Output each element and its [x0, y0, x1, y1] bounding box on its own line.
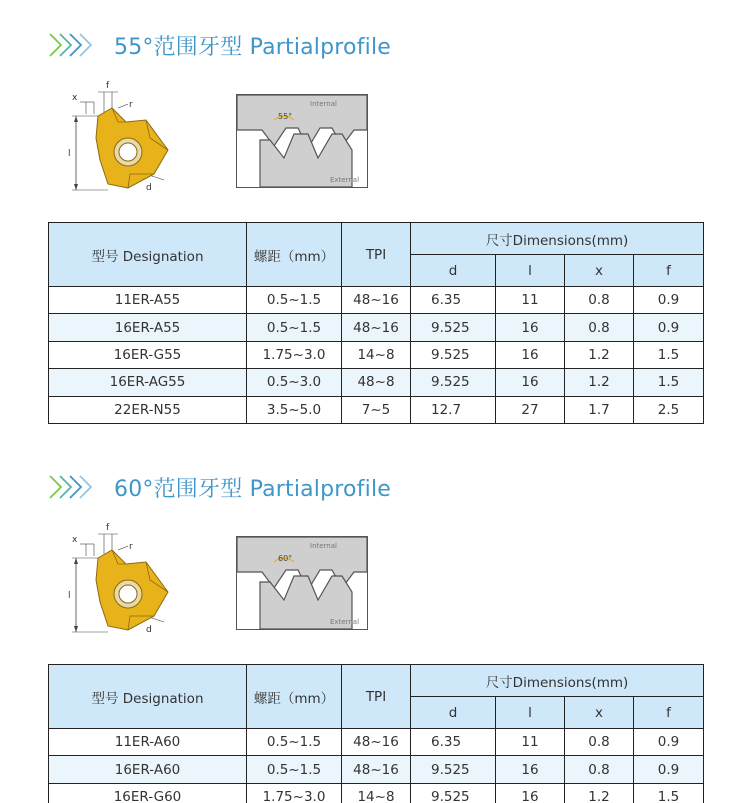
- cell-designation: 11ER-A60: [49, 729, 247, 756]
- svg-text:f: f: [106, 523, 110, 533]
- cell-tpi: 48~16: [342, 756, 411, 783]
- insert-diagram-icon: [68, 520, 176, 640]
- svg-text:l: l: [68, 591, 71, 601]
- header-dimensions: 尺寸Dimensions(mm): [411, 223, 704, 255]
- cell-designation: 16ER-G60: [49, 783, 247, 803]
- cell-x: 1.2: [565, 369, 634, 396]
- table-row: [49, 729, 704, 756]
- cell-x: 0.8: [565, 287, 634, 314]
- header-dimensions: 尺寸Dimensions(mm): [411, 665, 704, 697]
- svg-text:d: d: [146, 183, 152, 193]
- cell-tpi: 14~8: [342, 783, 411, 803]
- header-designation: 型号 Designation: [49, 223, 247, 287]
- svg-text:r: r: [129, 542, 133, 552]
- cell-tpi: 48~16: [342, 287, 411, 314]
- header-pitch: 螺距（mm）: [247, 665, 342, 729]
- svg-text:f: f: [106, 81, 110, 91]
- cell-d: 9.525: [411, 756, 496, 783]
- cell-pitch: 0.5~1.5: [247, 729, 342, 756]
- cell-designation: 22ER-N55: [49, 396, 247, 423]
- cell-f: 0.9: [634, 756, 704, 783]
- header-f: f: [634, 255, 704, 287]
- triple-chevron-icon: [48, 472, 96, 502]
- spec-table: [48, 664, 704, 803]
- header-x: x: [565, 255, 634, 287]
- cell-designation: 16ER-AG55: [49, 369, 247, 396]
- header-d: d: [411, 255, 496, 287]
- spec-table-body: [49, 287, 704, 424]
- header-tpi: TPI: [342, 665, 411, 729]
- table-row: [49, 783, 704, 803]
- section-header: [48, 470, 391, 504]
- svg-text:55°: 55°: [278, 112, 293, 121]
- table-row: [49, 287, 704, 314]
- svg-text:d: d: [146, 625, 152, 635]
- cell-tpi: 7~5: [342, 396, 411, 423]
- header-designation: 型号 Designation: [49, 665, 247, 729]
- cell-tpi: 14~8: [342, 341, 411, 368]
- header-tpi: TPI: [342, 223, 411, 287]
- svg-text:r: r: [129, 100, 133, 110]
- cell-tpi: 48~8: [342, 369, 411, 396]
- cell-l: 16: [496, 756, 565, 783]
- cell-x: 1.2: [565, 783, 634, 803]
- table-row: [49, 396, 704, 423]
- cell-x: 0.8: [565, 314, 634, 341]
- cell-pitch: 1.75~3.0: [247, 341, 342, 368]
- triple-chevron-icon: [48, 30, 96, 60]
- table-row: [49, 369, 704, 396]
- cell-d: 9.525: [411, 783, 496, 803]
- svg-text:External: External: [330, 176, 360, 184]
- cell-pitch: 0.5~1.5: [247, 314, 342, 341]
- cell-l: 16: [496, 369, 565, 396]
- cell-pitch: 3.5~5.0: [247, 396, 342, 423]
- cell-l: 16: [496, 341, 565, 368]
- section-title: 55°范围牙型 Partialprofile: [114, 34, 392, 60]
- svg-text:x: x: [72, 93, 78, 103]
- svg-text:60°: 60°: [278, 554, 293, 563]
- svg-text:Internal: Internal: [310, 100, 337, 108]
- header-pitch: 螺距（mm）: [247, 223, 342, 287]
- thread-profile-icon: [236, 536, 368, 630]
- cell-pitch: 0.5~1.5: [247, 756, 342, 783]
- cell-f: 2.5: [634, 396, 704, 423]
- cell-l: 16: [496, 314, 565, 341]
- spec-table-body: [49, 729, 704, 803]
- header-f: f: [634, 697, 704, 729]
- cell-l: 16: [496, 783, 565, 803]
- cell-l: 11: [496, 729, 565, 756]
- cell-x: 1.2: [565, 341, 634, 368]
- cell-l: 27: [496, 396, 565, 423]
- cell-pitch: 1.75~3.0: [247, 783, 342, 803]
- table-row: [49, 756, 704, 783]
- header-l: l: [496, 697, 565, 729]
- insert-diagram-icon: [68, 78, 176, 198]
- svg-text:Internal: Internal: [310, 542, 337, 550]
- table-row: [49, 341, 704, 368]
- thread-profile-icon: [236, 94, 368, 188]
- svg-text:l: l: [68, 149, 71, 159]
- cell-designation: 16ER-A55: [49, 314, 247, 341]
- cell-f: 0.9: [634, 314, 704, 341]
- header-x: x: [565, 697, 634, 729]
- cell-designation: 11ER-A55: [49, 287, 247, 314]
- svg-text:x: x: [72, 535, 78, 545]
- cell-d: 9.525: [411, 341, 496, 368]
- cell-tpi: 48~16: [342, 729, 411, 756]
- spec-table: [48, 222, 704, 424]
- cell-f: 1.5: [634, 783, 704, 803]
- header-l: l: [496, 255, 565, 287]
- section-header: [48, 28, 391, 62]
- cell-f: 0.9: [634, 729, 704, 756]
- cell-x: 0.8: [565, 729, 634, 756]
- cell-designation: 16ER-G55: [49, 341, 247, 368]
- cell-l: 11: [496, 287, 565, 314]
- cell-tpi: 48~16: [342, 314, 411, 341]
- table-row: [49, 314, 704, 341]
- cell-d: 9.525: [411, 369, 496, 396]
- cell-d: 6.35: [411, 729, 496, 756]
- cell-d: 9.525: [411, 314, 496, 341]
- header-d: d: [411, 697, 496, 729]
- cell-pitch: 0.5~3.0: [247, 369, 342, 396]
- cell-pitch: 0.5~1.5: [247, 287, 342, 314]
- cell-f: 1.5: [634, 369, 704, 396]
- cell-designation: 16ER-A60: [49, 756, 247, 783]
- svg-text:External: External: [330, 618, 360, 626]
- cell-x: 1.7: [565, 396, 634, 423]
- cell-d: 12.7: [411, 396, 496, 423]
- cell-f: 0.9: [634, 287, 704, 314]
- cell-x: 0.8: [565, 756, 634, 783]
- section-title: 60°范围牙型 Partialprofile: [114, 476, 392, 502]
- cell-d: 6.35: [411, 287, 496, 314]
- cell-f: 1.5: [634, 341, 704, 368]
